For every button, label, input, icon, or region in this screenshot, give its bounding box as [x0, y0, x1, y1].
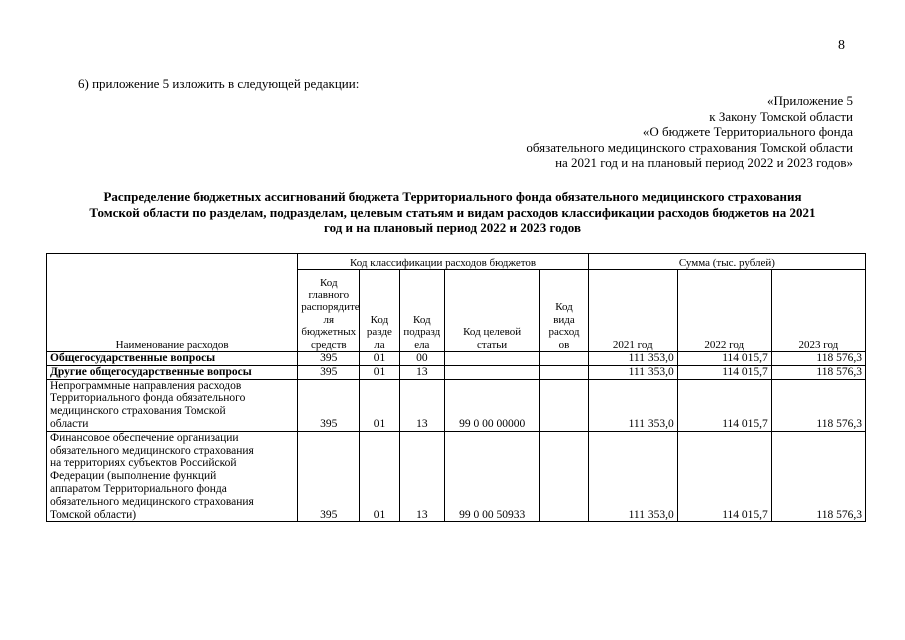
cell-section: 01 — [360, 352, 399, 366]
header-2021: 2021 год — [588, 270, 677, 352]
table-row — [47, 379, 866, 431]
cell-name-line: Финансовое обеспечение организации — [50, 431, 239, 444]
header-2022: 2022 год — [677, 270, 771, 352]
cell-2023: 118 576,3 — [771, 431, 865, 522]
cell-name-line: Другие общегосударственные вопросы — [50, 365, 252, 378]
cell-grbs: 395 — [298, 431, 360, 522]
appendix-line: к Закону Томской области — [709, 108, 853, 124]
cell-subsection: 13 — [399, 379, 444, 431]
appendix-line: на 2021 год и на плановый период 2022 и 2023 годов» — [555, 155, 853, 171]
cell-name-line: обязательного медицинского страхования — [50, 495, 254, 508]
table-header-row — [47, 254, 866, 270]
header-classification: Код классификации расходов бюджетов — [298, 254, 589, 270]
cell-name-line: обязательного медицинского страхования — [50, 444, 254, 457]
cell-target — [445, 352, 540, 366]
table-row — [47, 431, 866, 522]
cell-target: 99 0 00 50933 — [445, 431, 540, 522]
appendix-line: «Приложение 5 — [766, 93, 853, 108]
cell-name — [47, 365, 298, 379]
budget-table — [46, 253, 866, 522]
cell-target — [445, 365, 540, 379]
cell-grbs: 395 — [298, 352, 360, 366]
cell-kind — [540, 352, 589, 366]
cell-kind — [540, 365, 589, 379]
cell-name-line: аппаратом Территориального фонда — [50, 482, 227, 495]
header-target: Код целевой статьи — [445, 270, 540, 352]
cell-2021: 111 353,0 — [588, 365, 677, 379]
title-line: Распределение бюджетных ассигнований бюджета Территориального фонда обязательного медицинского страхования — [103, 189, 802, 204]
cell-2022: 114 015,7 — [677, 379, 771, 431]
appendix-line: «О бюджете Территориального фонда — [642, 124, 853, 140]
appendix-line: обязательного медицинского страхования Томской области — [526, 139, 853, 155]
header-kind: Код вида расход ов — [540, 270, 589, 352]
cell-name-line: области — [50, 417, 89, 430]
header-sum: Сумма (тыс. рублей) — [588, 254, 865, 270]
cell-subsection: 00 — [399, 352, 444, 366]
cell-subsection: 13 — [399, 431, 444, 522]
cell-grbs: 395 — [298, 365, 360, 379]
cell-2023: 118 576,3 — [771, 352, 865, 366]
cell-name-line: Томской области) — [50, 508, 137, 521]
cell-name-line: Федерации (выполнение функций — [50, 470, 217, 483]
cell-name — [47, 352, 298, 366]
cell-section: 01 — [360, 365, 399, 379]
cell-2022: 114 015,7 — [677, 352, 771, 366]
appendix-header — [526, 93, 853, 171]
intro-text: 6) приложение 5 изложить в следующей редакции: — [78, 76, 360, 91]
header-section: Код разде ла — [360, 270, 399, 352]
cell-kind — [540, 379, 589, 431]
cell-2021: 111 353,0 — [588, 379, 677, 431]
cell-target: 99 0 00 00000 — [445, 379, 540, 431]
cell-name-line: на территориях субъектов Российской — [50, 457, 237, 470]
cell-2023: 118 576,3 — [771, 379, 865, 431]
cell-kind — [540, 431, 589, 522]
document-title — [40, 189, 865, 236]
cell-name-line: Территориального фонда обязательного — [50, 392, 246, 405]
cell-2022: 114 015,7 — [677, 365, 771, 379]
cell-2022: 114 015,7 — [677, 431, 771, 522]
table-row — [47, 352, 866, 366]
cell-subsection: 13 — [399, 365, 444, 379]
cell-grbs: 395 — [298, 379, 360, 431]
cell-section: 01 — [360, 379, 399, 431]
page-number: 8 — [838, 38, 845, 53]
cell-name-line: Непрограммные направления расходов — [50, 379, 242, 392]
table-row — [47, 365, 866, 379]
cell-name-line: Общегосударственные вопросы — [50, 352, 216, 364]
cell-2021: 111 353,0 — [588, 352, 677, 366]
title-line: год и на плановый период 2022 и 2023 годов — [323, 220, 582, 235]
title-line: Томской области по разделам, подразделам, целевым статьям и видам расходов классификации расходов бюджетов на 2021 — [89, 204, 816, 220]
header-2023: 2023 год — [771, 270, 865, 352]
header-name: Наименование расходов — [47, 254, 298, 352]
cell-2021: 111 353,0 — [588, 431, 677, 522]
header-subsection: Код подразд ела — [399, 270, 444, 352]
cell-2023: 118 576,3 — [771, 365, 865, 379]
header-grbs: Код главного распорядите ля бюджетных средств — [298, 270, 360, 352]
cell-name-line: медицинского страхования Томской — [50, 405, 226, 418]
cell-section: 01 — [360, 431, 399, 522]
cell-name — [47, 379, 298, 431]
cell-name — [47, 431, 298, 522]
